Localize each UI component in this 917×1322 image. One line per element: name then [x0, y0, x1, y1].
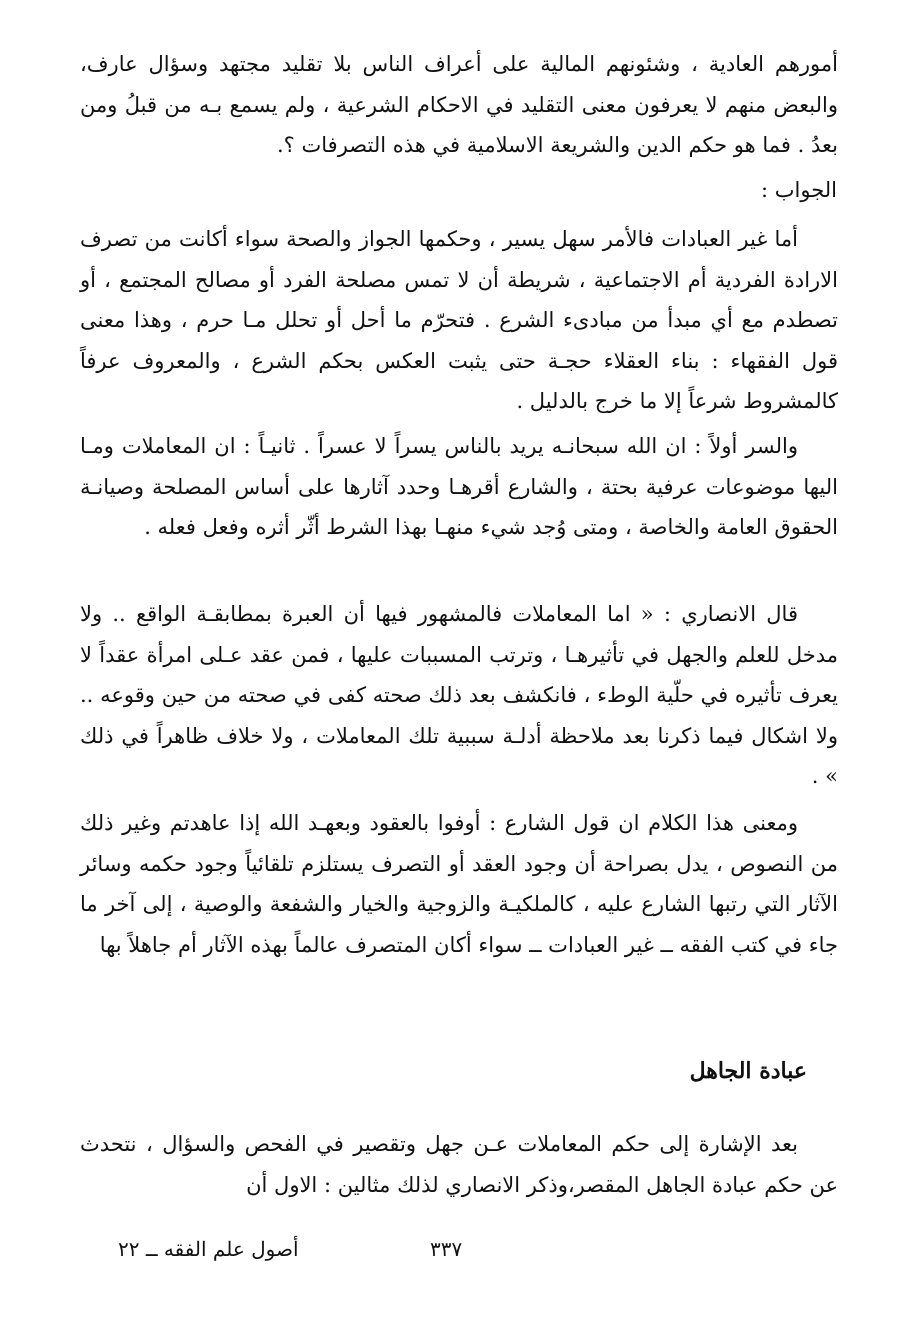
answer-label: الجواب : [761, 178, 837, 202]
paragraph-answer: أما غير العبادات فالأمر سهل يسير ، وحكمها الجواز والصحة سواء أكانت من تصرف الارادة الفردية أم الاجتماعية ، شريطة أن لا تمس مصلحة الفرد أو مصالح المجتمع ، أو تصطدم مع أي مبدأ من مبادىء الشرع . فتحرّم ما أحل أو تحلل مـا حرم ، وهذا معنى قول الفقهاء : بناء العقلاء حجـة حتى يثبت العكس بحكم الشرع ، والمعروف عرفاً كالمشروط شرعاً إلا ما خرج بالدليل . [80, 227, 838, 413]
paragraph-question-continuation: أمورهم العادية ، وشئونهم المالية على أعراف الناس بلا تقليد مجتهد وسؤال عارف، والبعض منهم لا يعرفون معنى التقليد في الاحكام الشرعية ، ولم يسمع بـه من قبلُ ومن بعدُ . فما هو حكم الدين والشريعة الاسلامية في هذه التصرفات ؟. [80, 52, 838, 157]
footer-page-number: ٣٣٧ [430, 1237, 463, 1261]
paragraph-reason: والسر أولاً : ان الله سبحانـه يريد بالناس يسراً لا عسراً . ثانيـاً : ان المعاملات ومـا اليها موضوعات عرفية بحتة ، والشارع أقرهـا وحدد آثارها على أساس المصلحة وصيانـة الحقوق العامة والخاصة ، ومتى وُجد شيء منهـا بهذا الشرط أثّر أثره وفعل فعله . [80, 434, 838, 539]
section-heading: عبادة الجاهل [689, 1058, 807, 1084]
paragraph-ansari-quote: قال الانصاري : « اما المعاملات فالمشهور فيها أن العبرة بمطابقـة الواقع .. ولا مدخل للعلم والجهل في تأثيرهـا ، وترتب المسببات عليها ، فمن عقد عـلى امرأة عقداً لا يعرف تأثيره في حلّية الوطء ، فانكشف بعد ذلك صحته كفى في صحته من حين وقوعه .. ولا اشكال فيما ذكرنا بعد ملاحظة أدلـة سببية تلك المعاملات ، ولا خلاف ظاهراً في ذلك » . [80, 602, 838, 788]
paragraph-section-intro: بعد الإشارة إلى حكم المعاملات عـن جهل وتقصير في الفحص والسؤال ، نتحدث عن حكم عبادة الجاهل المقصر،وذكر الانصاري لذلك مثالين : الاول أن [80, 1132, 838, 1197]
paragraph-explanation: ومعنى هذا الكلام ان قول الشارع : أوفوا بالعقود وبعهـد الله إذا عاهدتم وغير ذلك من النصوص ، يدل بصراحة أن وجود العقد أو التصرف يستلزم تلقائياً وجود حكمه وسائر الآثار التي رتبها الشارع عليه ، كالملكيـة والزوجية والخيار والشفعة والوصية ، إلى آخر ما جاء في كتب الفقه ــ غير العبادات ــ سواء أكان المتصرف عالماً بهذه الآثار أم جاهلاً بها [80, 811, 838, 957]
footer-book-title: أصول علم الفقه ــ ٢٢ [118, 1237, 299, 1261]
